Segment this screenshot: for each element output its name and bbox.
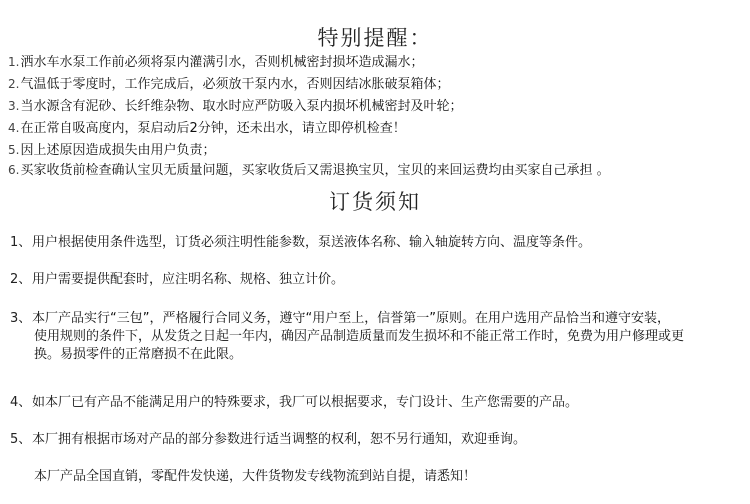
ordering-item-text: 本厂产品实行“三包”，严格履行合同义务，遵守“用户至上，信誉第一”原则。在用户选用产品恰当和遵守安装， [32, 311, 670, 326]
warning-item-number: 1. [8, 55, 20, 69]
ordering-item-text: 用户需要提供配套时，应注明名称、规格、独立计价。 [32, 272, 345, 287]
warning-item [8, 142, 215, 159]
ordering-item-text: 如本厂已有产品不能满足用户的特殊要求，我厂可以根据要求，专门设计、生产您需要的产品。 [32, 395, 579, 410]
ordering-item-number: 5、 [10, 432, 32, 447]
ordering-item-line [10, 310, 745, 328]
ordering-item-number: 2、 [10, 272, 32, 287]
ordering-title: 订货须知 [329, 190, 421, 214]
ordering-item [10, 394, 745, 412]
warning-item [8, 162, 610, 179]
ordering-item-line: 换。易损零件的正常磨损不在此限。 [34, 347, 243, 362]
warning-item [8, 54, 423, 71]
warning-item-text: 因上述原因造成损失由用户负责； [20, 143, 216, 158]
warning-item-text: 气温低于零度时，工作完成后，必须放干泵内水，否则因结冰胀破泵箱体； [20, 77, 450, 92]
warning-item-text: 当水源含有泥砂、长纤维杂物、取水时应严防吸入泵内损坏机械密封及叶轮； [20, 99, 463, 114]
warning-item-number: 5. [8, 143, 20, 157]
ordering-item-line: 使用规则的条件下，从发货之日起一年内，确因产品制造质量而发生损坏和不能正常工作时，免费为用户修理或更 [34, 329, 685, 344]
warning-item-number: 6. [8, 163, 20, 177]
warning-item [8, 120, 406, 137]
ordering-item [10, 431, 745, 449]
warning-item-number: 4. [8, 121, 20, 135]
warning-item-number: 2. [8, 77, 20, 91]
ordering-item [10, 310, 745, 364]
ordering-item [10, 271, 745, 289]
ordering-item-number: 4、 [10, 395, 32, 410]
ordering-item [10, 234, 745, 252]
warning-item [8, 98, 462, 115]
ordering-footer-note: 本厂产品全国直销，零配件发快递，大件货物发专线物流到站自提，请悉知！ [34, 469, 477, 484]
ordering-item-number: 3、 [10, 311, 32, 326]
ordering-item-text: 用户根据使用条件选型，订货必须注明性能参数，泵送液体名称、输入轴旋转方向、温度等条件。 [32, 235, 592, 250]
warning-item-text: 洒水车水泵工作前必须将泵内灌满引水，否则机械密封损坏造成漏水； [20, 55, 424, 70]
warning-item [8, 76, 449, 93]
warning-title: 特别提醒： [317, 26, 433, 50]
warning-item-number: 3. [8, 99, 20, 113]
warning-item-text: 在正常自吸高度内，泵启动后2分钟，还未出水，请立即停机检查！ [20, 121, 406, 136]
ordering-item-number: 1、 [10, 235, 32, 250]
ordering-item-text: 本厂拥有根据市场对产品的部分参数进行适当调整的权利，恕不另行通知，欢迎垂询。 [32, 432, 527, 447]
warning-item-text: 买家收货前检查确认宝贝无质量问题，买家收货后又需退换宝贝，宝贝的来回运费均由买家自己承担 。 [20, 163, 610, 178]
